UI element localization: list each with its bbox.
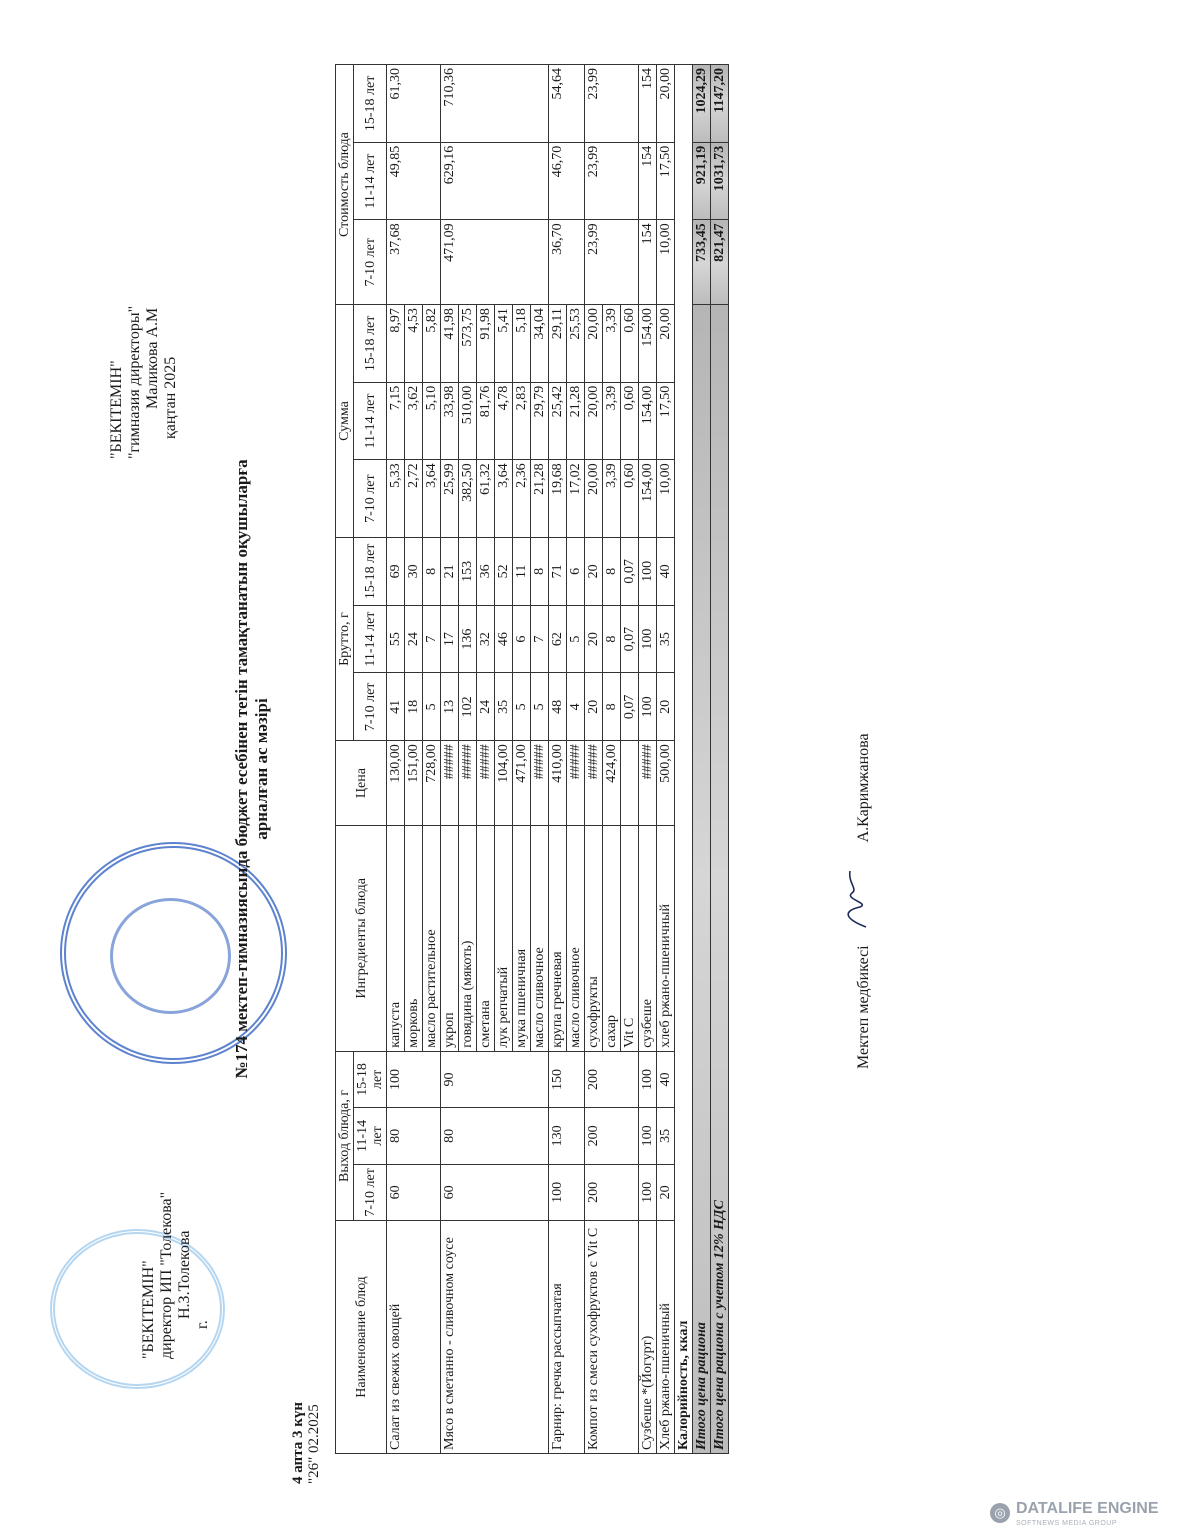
ingredient-sum: 17,02 — [567, 460, 585, 538]
ingredient-sum: 29,79 — [531, 382, 549, 460]
ingredient-gross: 8 — [603, 537, 621, 605]
header-age: 11-14 лет — [354, 605, 387, 673]
ingredient-sum: 25,42 — [549, 382, 567, 460]
week-day-block — [290, 1402, 322, 1484]
ingredient-gross: 40 — [657, 537, 675, 605]
dish-name: Хлеб ржано-пшеничный — [657, 1221, 675, 1454]
dish-cost: 49,85 — [387, 142, 441, 220]
dish-cost: 23,99 — [585, 65, 639, 143]
dish-yield: 130 — [549, 1108, 585, 1164]
ingredient-name: масло сливочное — [531, 825, 549, 1051]
approval-line: "гимназия директоры" — [126, 305, 143, 459]
header-age: 11-14 лет — [354, 1108, 387, 1164]
dish-cost: 10,00 — [657, 220, 675, 305]
ingredient-sum: 20,00 — [585, 460, 603, 538]
dish-cost: 17,50 — [657, 142, 675, 220]
ingredient-sum: 29,11 — [549, 305, 567, 383]
ingredient-sum: 20,00 — [657, 305, 675, 383]
header-ingredients: Ингредиенты блюда — [336, 825, 387, 1051]
ingredient-gross: 5 — [423, 673, 441, 741]
ingredient-gross: 17 — [441, 605, 459, 673]
total-cost: 733,45 — [693, 220, 711, 305]
ingredient-sum: 17,50 — [657, 382, 675, 460]
dish-name: Мясо в сметанно - сливочном соусе — [441, 1221, 549, 1454]
header-dish: Наименование блюд — [336, 1221, 387, 1454]
ingredient-name: сухофрукты — [585, 825, 603, 1051]
ingredient-gross: 32 — [477, 605, 495, 673]
ingredient-price — [621, 741, 639, 826]
ingredient-gross: 8 — [531, 537, 549, 605]
dish-cost: 23,99 — [585, 220, 639, 305]
dish-yield: 60 — [441, 1164, 549, 1220]
ingredient-gross: 69 — [387, 537, 405, 605]
ingredient-gross: 18 — [405, 673, 423, 741]
ingredient-sum: 0,60 — [621, 460, 639, 538]
totals-body — [675, 65, 729, 1454]
title-line-1: №174 мектеп-гимназиясында бюджет есебінен тегін тамақтанатын оқушыларға — [232, 459, 251, 1079]
ingredient-gross: 136 — [459, 605, 477, 673]
table-row — [387, 65, 405, 1454]
dish-cost: 37,68 — [387, 220, 441, 305]
total-vat-label: Итого цена рациона с учетом 12% НДС — [711, 305, 729, 1454]
ingredient-gross: 100 — [639, 673, 657, 741]
total-vat-cost: 821,47 — [711, 220, 729, 305]
header-age: 11-14 лет — [354, 142, 387, 220]
ingredient-sum: 3,64 — [423, 460, 441, 538]
total-vat-cost: 1031,73 — [711, 142, 729, 220]
ingredient-gross: 5 — [567, 605, 585, 673]
dish-yield: 20 — [657, 1164, 675, 1220]
ingredient-sum: 3,64 — [495, 460, 513, 538]
dish-yield: 150 — [549, 1051, 585, 1107]
ingredient-sum: 154,00 — [639, 460, 657, 538]
menu-table — [335, 64, 729, 1454]
header-age: 15-18 лет — [354, 1051, 387, 1107]
dish-cost: 154 — [639, 65, 657, 143]
ingredient-gross: 52 — [495, 537, 513, 605]
ingredient-gross: 153 — [459, 537, 477, 605]
ingredient-gross: 71 — [549, 537, 567, 605]
ingredient-price: 424,00 — [603, 741, 621, 826]
approval-line: г. — [194, 1320, 211, 1329]
header-sum: Сумма — [336, 305, 354, 538]
ingredient-price: 471,00 — [513, 741, 531, 826]
table-row — [549, 65, 567, 1454]
watermark-main: DATALIFE ENGINE — [1016, 1500, 1159, 1517]
dish-yield: 200 — [585, 1108, 639, 1164]
dish-yield: 100 — [387, 1051, 441, 1107]
dish-yield: 80 — [387, 1108, 441, 1164]
total-cost: 1024,29 — [693, 65, 711, 143]
ingredient-gross: 0,07 — [621, 605, 639, 673]
ingredient-gross: 5 — [531, 673, 549, 741]
ingredient-sum: 21,28 — [567, 382, 585, 460]
ingredient-sum: 3,62 — [405, 382, 423, 460]
ingredient-sum: 5,41 — [495, 305, 513, 383]
ingredient-gross: 102 — [459, 673, 477, 741]
dish-yield: 200 — [585, 1164, 639, 1220]
ingredient-price: 500,00 — [657, 741, 675, 826]
ingredient-gross: 62 — [549, 605, 567, 673]
header-age: 7-10 лет — [354, 220, 387, 305]
ingredient-sum: 21,28 — [531, 460, 549, 538]
dish-cost: 46,70 — [549, 142, 585, 220]
dish-yield: 100 — [549, 1164, 585, 1220]
ingredient-sum: 33,98 — [441, 382, 459, 460]
ingredient-sum: 41,98 — [441, 305, 459, 383]
ingredient-sum: 4,78 — [495, 382, 513, 460]
ingredient-gross: 30 — [405, 537, 423, 605]
ingredient-gross: 6 — [567, 537, 585, 605]
ingredient-sum: 7,15 — [387, 382, 405, 460]
ingredient-gross: 20 — [585, 673, 603, 741]
total-label: Итого цена рациона — [693, 305, 711, 1454]
header-age: 7-10 лет — [354, 460, 387, 538]
ingredient-gross: 20 — [657, 673, 675, 741]
table-row — [639, 65, 657, 1454]
header-yield: Выход блюда, г — [336, 1051, 354, 1220]
ingredient-gross: 48 — [549, 673, 567, 741]
dish-yield: 100 — [639, 1108, 657, 1164]
total-cost: 921,19 — [693, 142, 711, 220]
ingredient-sum: 81,76 — [477, 382, 495, 460]
dish-cost: 710,36 — [441, 65, 549, 143]
dish-yield: 40 — [657, 1051, 675, 1107]
ingredient-price: ##### — [459, 741, 477, 826]
dish-name: Сузбеше *(Йогурт) — [639, 1221, 657, 1454]
approval-line: қаңтан 2025 — [162, 356, 179, 439]
nurse-label: Мектеп медбикесі — [855, 945, 872, 1069]
ingredient-sum: 34,04 — [531, 305, 549, 383]
ingredient-name: сметана — [477, 825, 495, 1051]
approval-line: "БЕКІТЕМІН" — [108, 360, 125, 459]
ingredient-gross: 13 — [441, 673, 459, 741]
ingredient-sum: 25,99 — [441, 460, 459, 538]
dish-name: Салат из свежих овощей — [387, 1221, 441, 1454]
total-vat-cost: 1147,20 — [711, 65, 729, 143]
ingredient-sum: 510,00 — [459, 382, 477, 460]
watermark-icon: ◎ — [990, 1503, 1010, 1523]
ingredient-gross: 100 — [639, 537, 657, 605]
ingredient-name: сахар — [603, 825, 621, 1051]
ingredient-price: 410,00 — [549, 741, 567, 826]
ingredient-name: Vit C — [621, 825, 639, 1051]
ingredient-gross: 24 — [405, 605, 423, 673]
ingredient-gross: 20 — [585, 605, 603, 673]
table-row — [657, 65, 675, 1454]
ingredient-gross: 5 — [513, 673, 531, 741]
ingredient-gross: 6 — [513, 605, 531, 673]
dish-yield: 35 — [657, 1108, 675, 1164]
left-approval-block — [140, 1192, 212, 1359]
ingredient-price: 728,00 — [423, 741, 441, 826]
ingredient-gross: 100 — [639, 605, 657, 673]
header-age: 15-18 лет — [354, 305, 387, 383]
header-row — [336, 65, 354, 1454]
document-title — [232, 269, 272, 1269]
ingredient-gross: 7 — [423, 605, 441, 673]
dish-name: Компот из смеси сухофруктов с Vit C — [585, 1221, 639, 1454]
right-approval-block — [108, 306, 180, 459]
menu-date: "26" 02.2025 — [306, 1404, 322, 1484]
ingredient-price: 130,00 — [387, 741, 405, 826]
ingredient-price: ##### — [585, 741, 603, 826]
ingredient-gross: 11 — [513, 537, 531, 605]
header-price: Цена — [336, 741, 387, 826]
ingredient-gross: 21 — [441, 537, 459, 605]
dish-yield: 100 — [639, 1164, 657, 1220]
ingredient-sum: 5,10 — [423, 382, 441, 460]
ingredient-name: капуста — [387, 825, 405, 1051]
ingredient-sum: 3,39 — [603, 460, 621, 538]
total-vat-row — [711, 65, 729, 1454]
approval-line: Н.З.Толекова — [176, 1230, 193, 1319]
ingredient-sum: 20,00 — [585, 305, 603, 383]
ingredient-price: ##### — [441, 741, 459, 826]
ingredient-sum: 91,98 — [477, 305, 495, 383]
ingredient-sum: 8,97 — [387, 305, 405, 383]
header-gross: Брутто, г — [336, 537, 354, 740]
header-age: 7-10 лет — [354, 673, 387, 741]
ingredient-gross: 24 — [477, 673, 495, 741]
ingredient-gross: 35 — [495, 673, 513, 741]
school-seal-emblem — [110, 898, 231, 1014]
ingredient-price: ##### — [567, 741, 585, 826]
header-cost: Стоимость блюда — [336, 65, 354, 305]
ingredient-sum: 3,39 — [603, 382, 621, 460]
ingredient-gross: 46 — [495, 605, 513, 673]
dish-yield: 60 — [387, 1164, 441, 1220]
dish-cost: 629,16 — [441, 142, 549, 220]
table-row — [585, 65, 603, 1454]
ingredient-gross: 8 — [603, 605, 621, 673]
header-age: 11-14 лет — [354, 382, 387, 460]
ingredient-sum: 0,60 — [621, 382, 639, 460]
title-line-2: арналған ас мәзірі — [252, 698, 271, 840]
dish-yield: 80 — [441, 1108, 549, 1164]
ingredient-sum: 2,72 — [405, 460, 423, 538]
dish-cost: 61,30 — [387, 65, 441, 143]
ingredient-sum: 25,53 — [567, 305, 585, 383]
dish-yield: 200 — [585, 1051, 639, 1107]
ingredient-gross: 35 — [657, 605, 675, 673]
calorie-row — [675, 65, 693, 1454]
ingredient-sum: 3,39 — [603, 305, 621, 383]
ingredient-name: крупа гречневая — [549, 825, 567, 1051]
ingredient-sum: 5,33 — [387, 460, 405, 538]
ingredient-gross: 55 — [387, 605, 405, 673]
ingredient-sum: 2,36 — [513, 460, 531, 538]
ingredient-gross: 4 — [567, 673, 585, 741]
ingredient-sum: 2,83 — [513, 382, 531, 460]
ingredient-sum: 154,00 — [639, 382, 657, 460]
ingredient-name: лук репчатый — [495, 825, 513, 1051]
table-row — [441, 65, 459, 1454]
ingredient-name: сузбеше — [639, 825, 657, 1051]
ingredient-name: хлеб ржано-пшеничный — [657, 825, 675, 1051]
dish-cost: 23,99 — [585, 142, 639, 220]
ingredient-gross: 8 — [423, 537, 441, 605]
ingredient-sum: 0,60 — [621, 305, 639, 383]
ingredient-gross: 7 — [531, 605, 549, 673]
ingredient-name: говядина (мякоть) — [459, 825, 477, 1051]
dish-yield: 90 — [441, 1051, 549, 1107]
ingredient-gross: 36 — [477, 537, 495, 605]
nurse-name: А.Каримжанова — [855, 733, 872, 843]
approval-line: директор ИП "Толекова" — [158, 1191, 175, 1359]
dish-cost: 471,09 — [441, 220, 549, 305]
dish-yield: 100 — [639, 1051, 657, 1107]
header-age: 15-18 лет — [354, 537, 387, 605]
watermark-sub: SOFTNEWS MEDIA GROUP — [1016, 1520, 1118, 1527]
dish-cost: 36,70 — [549, 220, 585, 305]
ingredient-gross: 20 — [585, 537, 603, 605]
ingredient-name: мука пшеничная — [513, 825, 531, 1051]
ingredient-sum: 5,18 — [513, 305, 531, 383]
header-age: 7-10 лет — [354, 1164, 387, 1220]
ingredient-price: ##### — [477, 741, 495, 826]
ingredient-sum: 5,82 — [423, 305, 441, 383]
header-age: 15-18 лет — [354, 65, 387, 143]
ingredient-sum: 573,75 — [459, 305, 477, 383]
ingredient-name: масло растительное — [423, 825, 441, 1051]
ingredient-price: ##### — [639, 741, 657, 826]
ingredient-sum: 61,32 — [477, 460, 495, 538]
ingredient-gross: 8 — [603, 673, 621, 741]
approval-line: Маликова А.М — [144, 307, 161, 409]
calorie-label: Калорийность, ккал — [675, 65, 693, 1454]
ingredient-price: 104,00 — [495, 741, 513, 826]
ingredient-gross: 41 — [387, 673, 405, 741]
week-day-label: 4 апта 3 күн — [290, 1401, 306, 1484]
ingredient-sum: 10,00 — [657, 460, 675, 538]
ingredient-gross: 0,07 — [621, 537, 639, 605]
approval-line: "БЕКІТЕМІН" — [140, 1260, 157, 1359]
ingredient-sum: 19,68 — [549, 460, 567, 538]
ingredient-name: морковь — [405, 825, 423, 1051]
dish-name: Гарнир: гречка рассыпчатая — [549, 1221, 585, 1454]
dish-cost: 154 — [639, 142, 657, 220]
total-row — [693, 65, 711, 1454]
menu-body — [387, 65, 675, 1454]
ingredient-sum: 4,53 — [405, 305, 423, 383]
ingredient-sum: 382,50 — [459, 460, 477, 538]
ingredient-sum: 154,00 — [639, 305, 657, 383]
ingredient-gross: 0,07 — [621, 673, 639, 741]
ingredient-price: 151,00 — [405, 741, 423, 826]
ingredient-sum: 20,00 — [585, 382, 603, 460]
dish-cost: 154 — [639, 220, 657, 305]
ingredient-name: укроп — [441, 825, 459, 1051]
handwritten-signature — [840, 869, 870, 929]
dish-cost: 54,64 — [549, 65, 585, 143]
ingredient-price: ##### — [531, 741, 549, 826]
ingredient-name: масло сливочное — [567, 825, 585, 1051]
dish-cost: 20,00 — [657, 65, 675, 143]
